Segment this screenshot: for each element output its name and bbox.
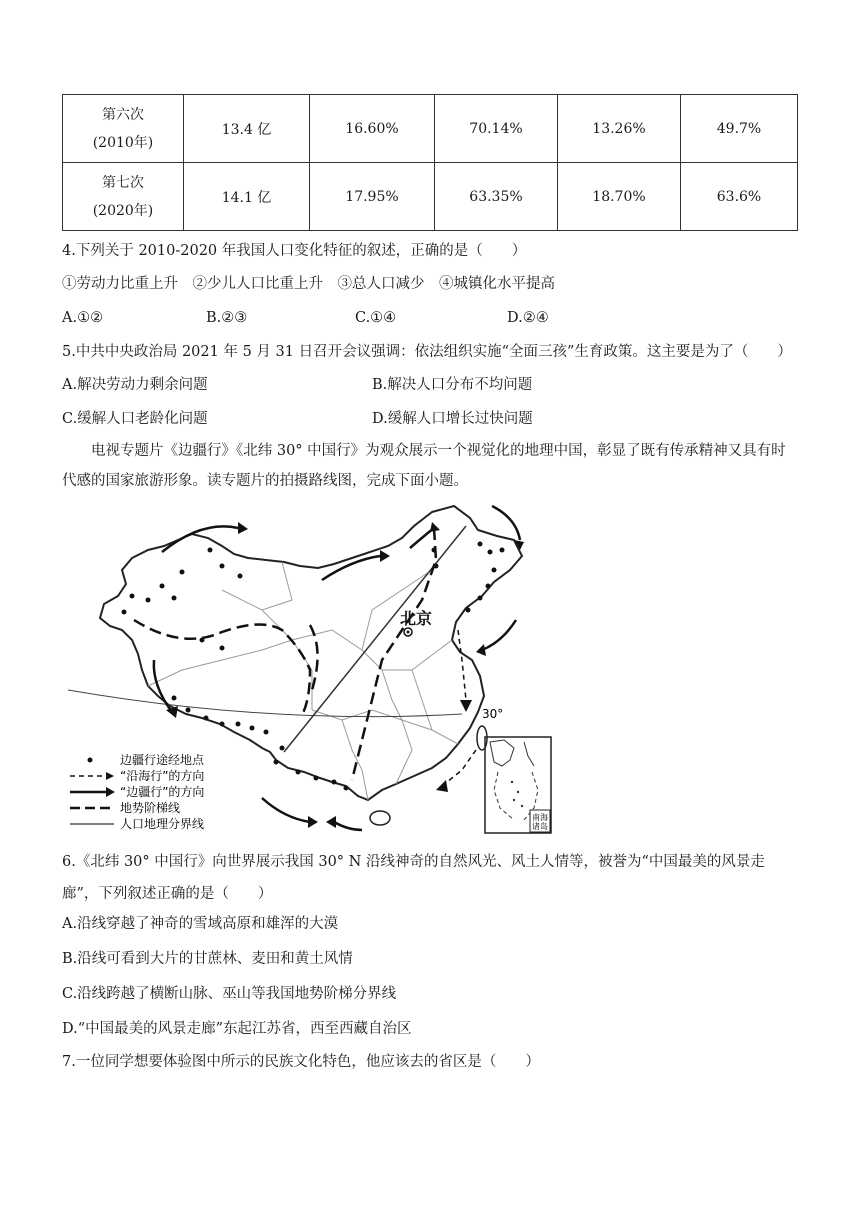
table-cell: 14.1 亿: [184, 163, 310, 231]
q5-option-b: B.解决人口分布不均问题: [372, 377, 533, 393]
q6-option-a: A.沿线穿越了神奇的雪域高原和雄浑的大漠: [62, 916, 339, 932]
table-cell: 17.95%: [310, 163, 435, 231]
table-row: [63, 95, 798, 163]
census-label: [63, 163, 184, 231]
q4-stem: 4.下列关于 2010-2020 年我国人口变化特征的叙述，正确的是（ ）: [62, 243, 527, 259]
q7-stem: 7.一位同学想要体验图中所示的民族文化特色，他应该去的省区是（ ）: [62, 1054, 540, 1070]
table-cell: 13.4 亿: [184, 95, 310, 163]
q5-stem: 5.中共中央政治局 2021 年 5 月 31 日召开会议强调：依法组织实施“全面三孩”生育政策。这主要是为了（ ）: [62, 344, 792, 360]
table-cell: 49.7%: [681, 95, 798, 163]
latitude-label: 30°: [482, 707, 504, 721]
coastal-tour-arrow: [458, 630, 466, 700]
census-year: (2010年): [92, 134, 154, 151]
latitude-30-line: [68, 690, 462, 717]
q5-option-d: D.缓解人口增长过快问题: [372, 411, 533, 427]
inset-label-2: 诸岛: [532, 822, 548, 831]
census-table: [62, 94, 798, 231]
table-cell: 13.26%: [558, 95, 681, 163]
q5-option-a: A.解决劳动力剩余问题: [62, 377, 208, 393]
census-label: [63, 95, 184, 163]
q6-option-c: C.沿线跨越了横断山脉、巫山等我国地势阶梯分界线: [62, 986, 397, 1002]
legend-terrain-steps: 地势阶梯线: [120, 801, 181, 815]
inset-label-1: 南海: [532, 813, 548, 822]
q5-option-c: C.缓解人口老龄化问题: [62, 411, 208, 427]
q4-option-c: C.①④: [355, 310, 397, 326]
q6-stem: 6.《北纬 30° 中国行》向世界展示我国 30° N 沿线神奇的自然风光、风土人情等，被誉为“中国最美的风景走廊”，下列叙述正确的是（ ）: [62, 854, 765, 902]
census-year: (2020年): [92, 202, 154, 219]
legend-coastal-direction: “沿海行”的方向: [120, 769, 205, 783]
terrain-step-line-2: [352, 528, 436, 780]
hainan-island: [370, 811, 390, 825]
legend-border-direction: “边疆行”的方向: [120, 785, 205, 799]
coastal-arrow-head-2: [436, 780, 448, 792]
beijing-label: 北京: [400, 609, 433, 628]
table-cell: 70.14%: [435, 95, 558, 163]
table-cell: 18.70%: [558, 163, 681, 231]
q4-statements: ①劳动力比重上升 ②少儿人口比重上升 ③总人口减少 ④城镇化水平提高: [62, 276, 555, 292]
q6-option-d: D.“中国最美的风景走廊”东起江苏省，西至西藏自治区: [62, 1021, 412, 1037]
census-name: 第七次: [102, 174, 144, 191]
q4-option-b: B.②③: [206, 310, 248, 326]
census-name: 第六次: [102, 106, 144, 123]
border-tour-arrows: [154, 506, 520, 830]
terrain-step-line-1: [134, 620, 310, 715]
legend-border-points: 边疆行途经地点: [120, 753, 205, 767]
q4-option-d: D.②④: [507, 310, 549, 326]
map-legend: [70, 752, 205, 831]
table-row: [63, 163, 798, 231]
population-boundary-line: [284, 526, 466, 752]
intro-paragraph: 电视专题片《边疆行》《北纬 30° 中国行》为观众展示一个视觉化的地理中国，彰显了既有传承精神又具有时代感的国家旅游形象。读专题片的拍摄路线图，完成下面小题。: [62, 443, 786, 489]
q4-option-a: A.①②: [62, 310, 104, 326]
south-sea-inset: [484, 736, 552, 834]
legend-population-line: 人口地理分界线: [120, 817, 205, 831]
coastal-arrow-head: [460, 700, 472, 712]
table-cell: 63.35%: [435, 163, 558, 231]
table-cell: 16.60%: [310, 95, 435, 163]
q6-option-b: B.沿线可看到大片的甘蔗林、麦田和黄土风情: [62, 951, 353, 967]
table-cell: 63.6%: [681, 163, 798, 231]
